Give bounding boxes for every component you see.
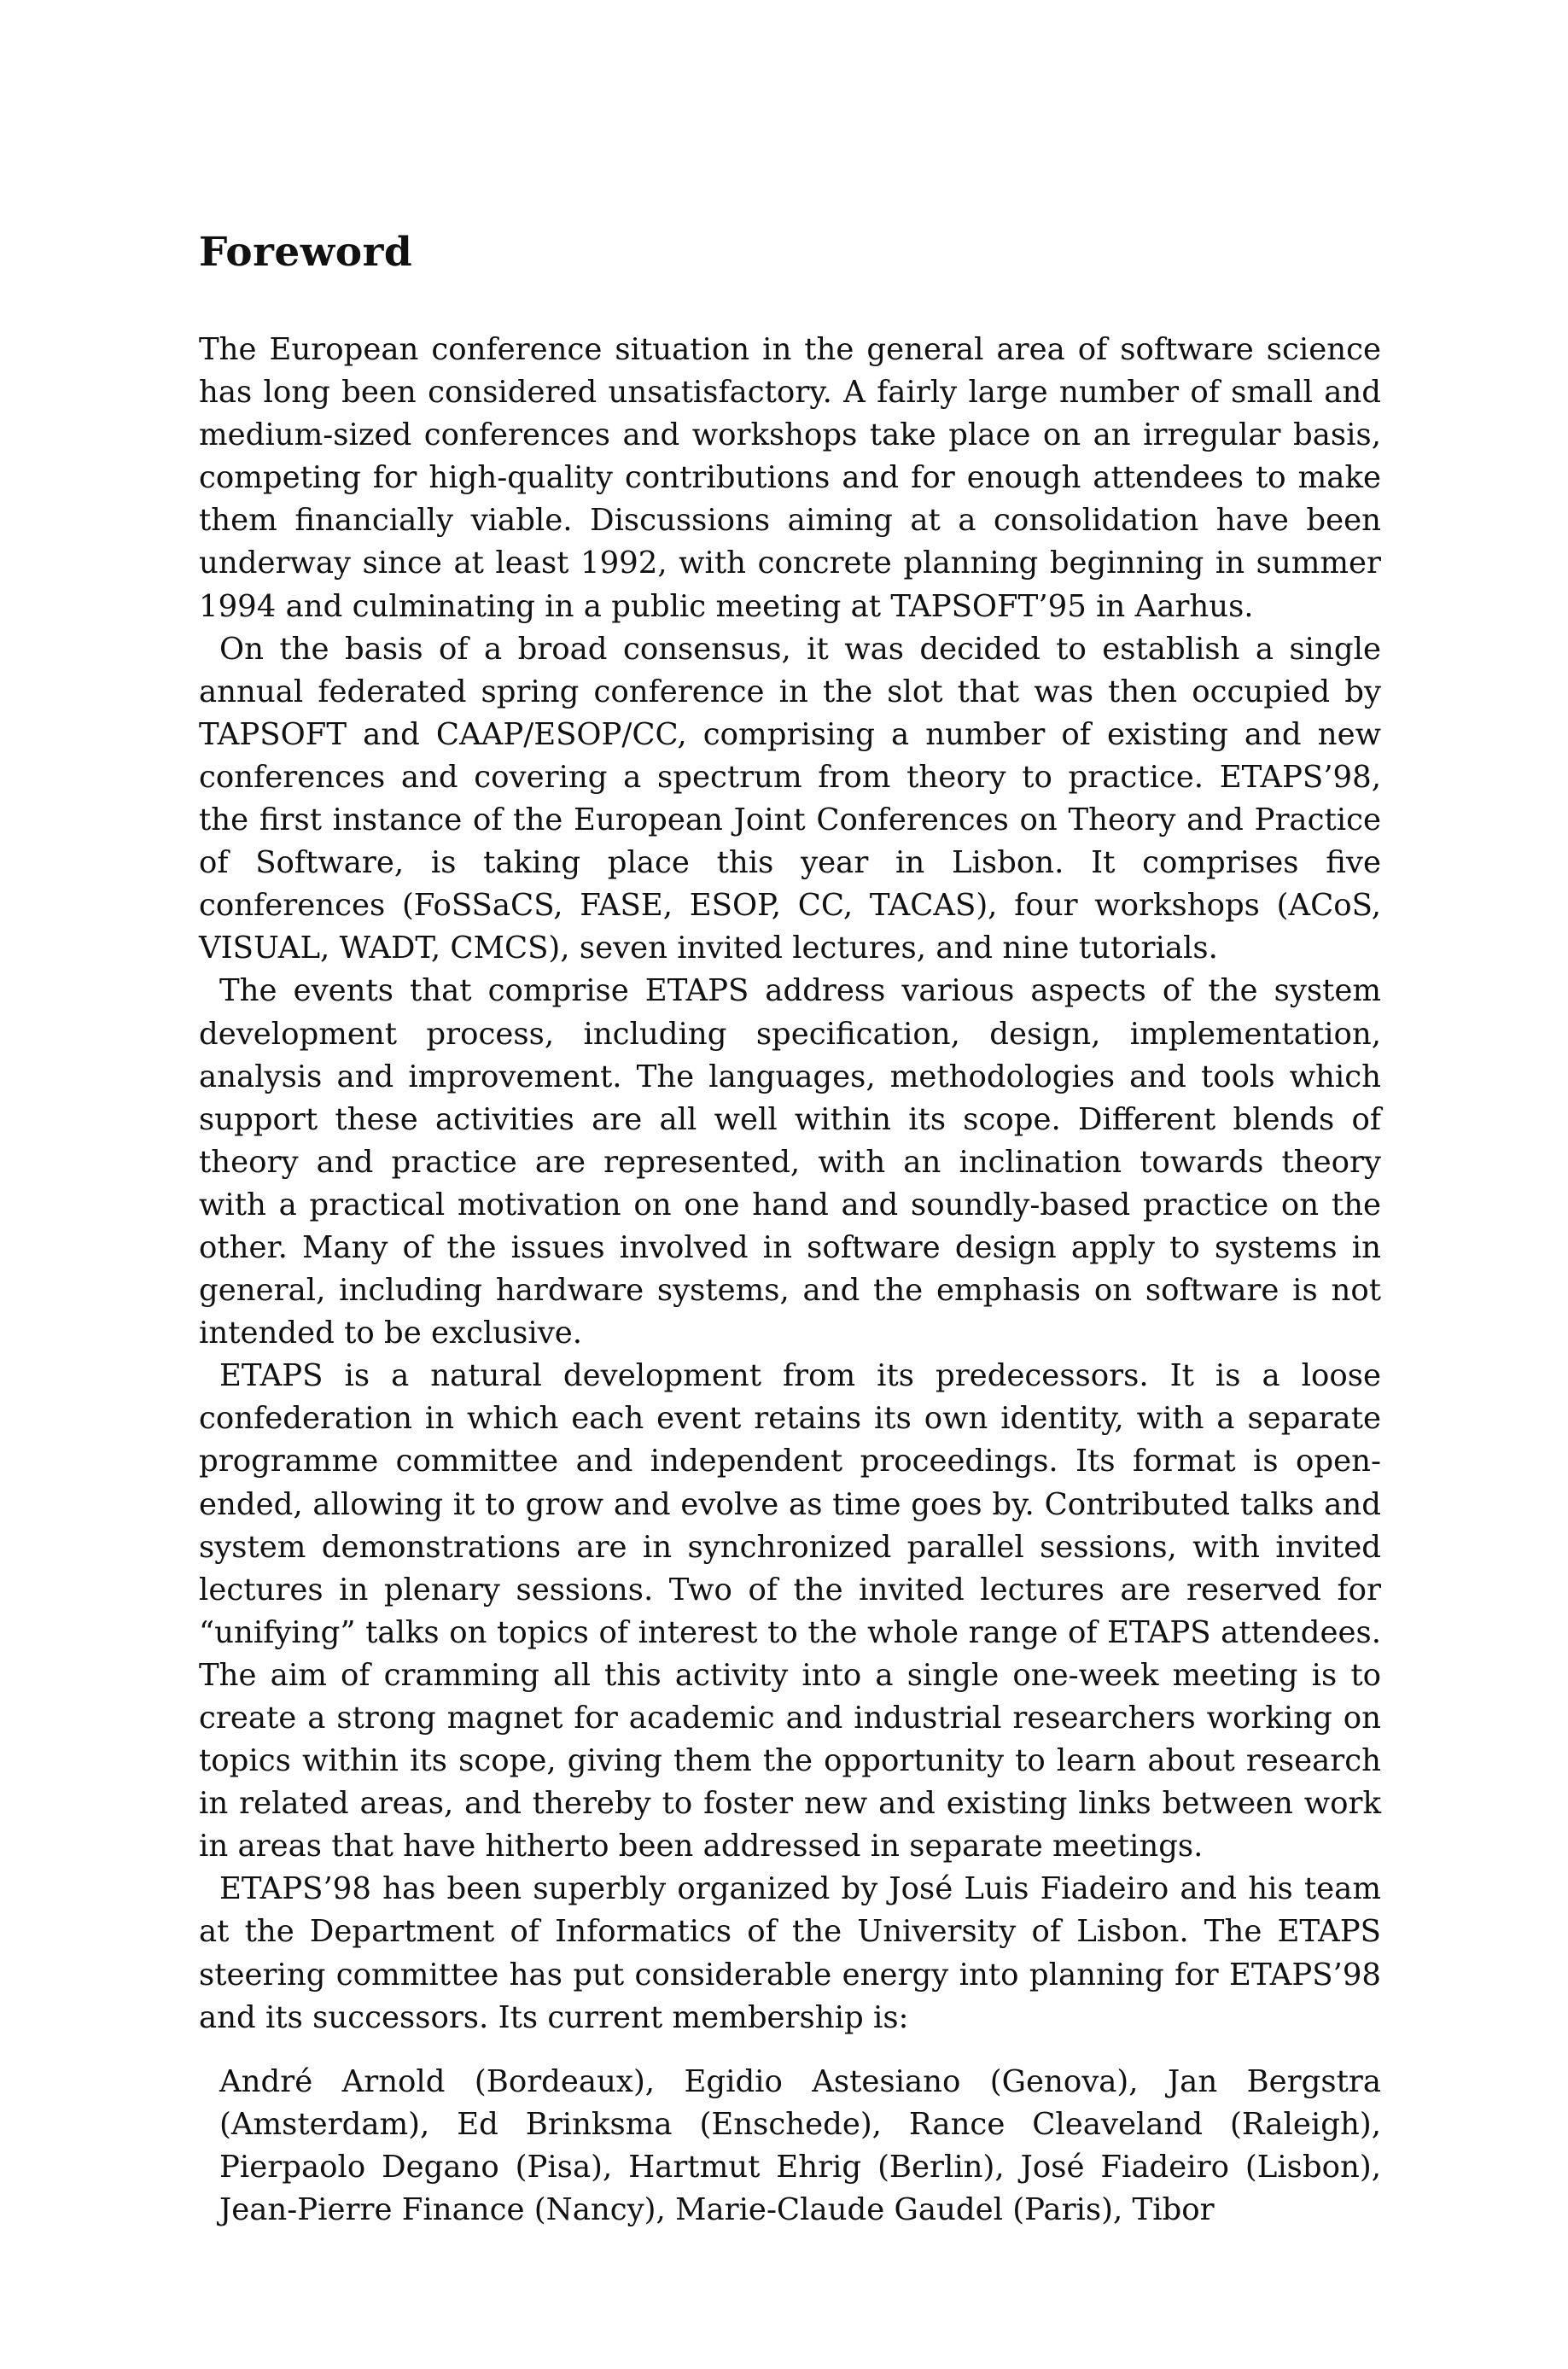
paragraph-3: The events that comprise ETAPS address various aspects of the system development process, including specification, design, implementation, analysis and improvement. The languages, methodologies and tools which support these activities are all well within its scope. Different blends of theory and practice are represented, with an inclination towards theory with a practical motivation on one hand and soundly-based practice on the other. Many of the issues involved in software design apply to systems in general, including hardware systems, and the emphasis on software is not intended to be exclusive. [199, 973, 1381, 1351]
paragraph-1: The European conference situation in the general area of software science has long been considered unsatisfactory. A fairly large number of small and medium-sized conferences and workshops take place on an irregular basis, competing for high-quality contributions and for enough attendees to make them financially viable. Discussions aiming at a consolidation have been underway since at least 1992, with concrete planning beginning in summer 1994 and culminating in a public meeting at TAPSOFT’95 in Aarhus. [199, 332, 1381, 624]
steering-committee-list: André Arnold (Bordeaux), Egidio Astesiano (Genova), Jan Bergstra (Amsterdam), Ed Brinksma (Enschede), Rance Cleaveland (Raleigh), Pierpaolo Degano (Pisa), Hartmut Ehrig (Berlin), José Fiadeiro (Lisbon), Jean-Pierre Finance (Nancy), Marie-Claude Gaudel (Paris), Tibor [219, 2063, 1381, 2228]
paragraph-4: ETAPS is a natural development from its predecessors. It is a loose confederation in which each event retains its own identity, with a separate programme committee and independent proceedings. Its format is open-ended, allowing it to grow and evolve as time goes by. Contributed talks and system demonstrations are in synchronized parallel sessions, with invited lectures in plenary sessions. Two of the invited lectures are reserved for “unifying” talks on topics of interest to the whole range of ETAPS attendees. The aim of cramming all this activity into a single one-week meeting is to create a strong magnet for academic and industrial researchers working on topics within its scope, giving them the opportunity to learn about research in related areas, and thereby to foster new and existing links between work in areas that have hitherto been addressed in separate meetings. [199, 1358, 1381, 1864]
paragraph-2: On the basis of a broad consensus, it was decided to establish a single annual federated spring conference in the slot that was then occupied by TAPSOFT and CAAP/ESOP/CC, comprising a number of existing and new conferences and covering a spectrum from theory to practice. ETAPS’98, the first instance of the European Joint Conferences on Theory and Practice of Software, is taking place this year in Lisbon. It comprises five conferences (FoSSaCS, FASE, ESOP, CC, TACAS), four workshops (ACoS, VISUAL, WADT, CMCS), seven invited lectures, and nine tutorials. [199, 631, 1381, 966]
paragraph-5: ETAPS’98 has been superbly organized by José Luis Fiadeiro and his team at the Department of Informatics of the University of Lisbon. The ETAPS steering committee has put considerable energy into planning for ETAPS’98 and its successors. Its current membership is: [199, 1871, 1381, 2035]
body-text [199, 329, 1381, 2232]
page-title: Foreword [199, 229, 413, 276]
